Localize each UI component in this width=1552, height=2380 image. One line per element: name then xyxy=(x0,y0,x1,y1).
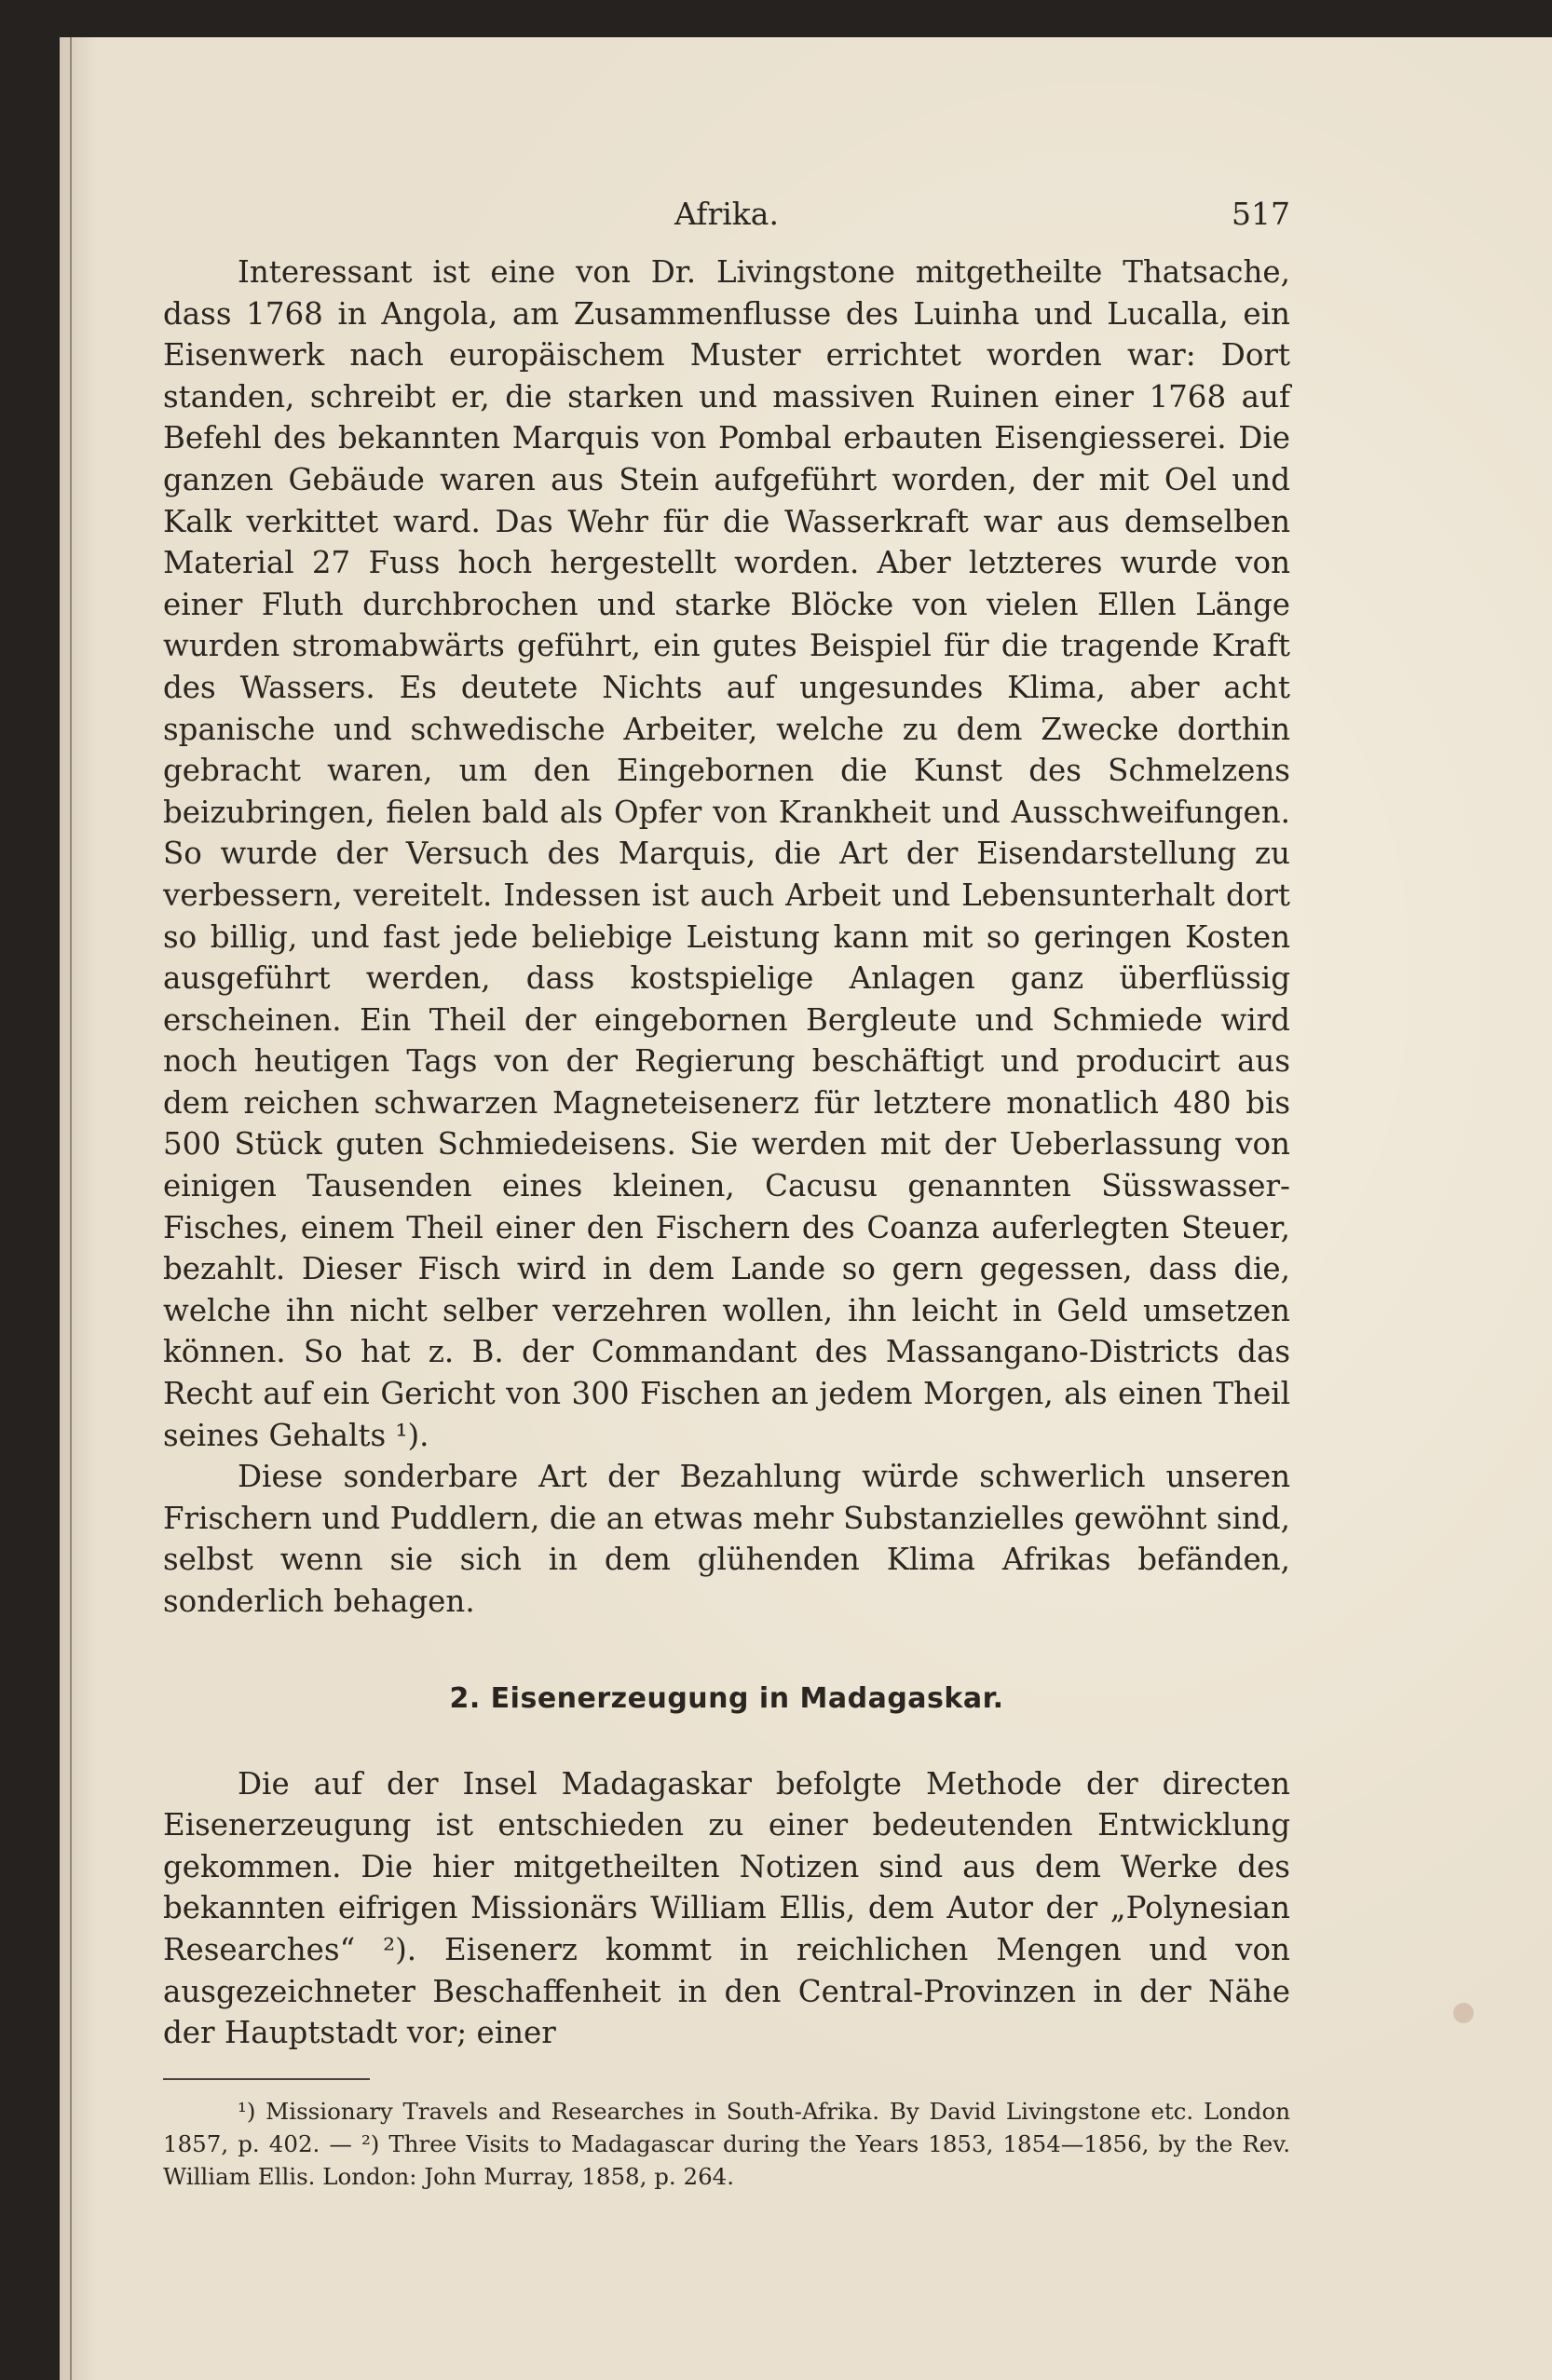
paper-stain xyxy=(1453,2003,1474,2023)
footnote-divider xyxy=(163,2078,370,2080)
page-content xyxy=(163,196,1290,2193)
page-number: 517 xyxy=(1232,196,1290,232)
section-heading: 2. Eisenerzeugung in Madagaskar. xyxy=(449,1681,1004,1715)
paragraph-madagaskar: Die auf der Insel Madagaskar befolgte Methode der directen Eisenerzeugung ist entschieden zu einer bedeutenden Entwicklung gekommen. Die hier mitgetheilten Notizen sind aus dem Werke des bekannten eifrigen Missionärs William Ellis, dem Autor der „Polynesian Researches“ ²). Eisenerz kommt in reichlichen Mengen und von ausgezeichneter Beschaffenheit in den Central-Provinzen in der Nähe der Hauptstadt vor; einer xyxy=(163,1765,1290,2051)
running-head-title: Afrika. xyxy=(674,196,779,232)
running-head xyxy=(163,196,1290,252)
footnotes: ¹) Missionary Travels and Researches in South-Afrika. By David Livingstone etc. London 1857, p. 402. — ²) Three Visits to Madagascar during the Years 1853, 1854—1856, by the Rev. William Ellis. London: John Murray, 1858, p. 264. xyxy=(163,2097,1290,2190)
paragraph-livingstone: Interessant ist eine von Dr. Livingstone mitgetheilte Thatsache, dass 1768 in Angola, am Zusammenflusse des Luinha und Lucalla, ein Eisenwerk nach europäischem Muster errichtet worden war: Dort standen, schreibt er, die starken und massiven Ruinen einer 1768 auf Befehl des bekannten Marquis von Pombal erbauten Eisengiesserei. Die ganzen Gebäude waren aus Stein aufgeführt worden, der mit Oel und Kalk verkittet ward. Das Wehr für die Wasserkraft war aus demselben Material 27 Fuss hoch hergestellt worden. Aber letzteres wurde von einer Fluth durchbrochen und starke Blöcke von vielen Ellen Länge wurden stromabwärts geführt, ein gutes Beispiel für die tragende Kraft des Wassers. Es deutete Nichts auf ungesundes Klima, aber acht spanische und schwedische Arbeiter, welche zu dem Zwecke dorthin gebracht waren, um den Eingebornen die Kunst des Schmelzens beizubringen, fielen bald als Opfer von Krankheit und Ausschweifungen. So wurde der Versuch des Marquis, die Art der Eisendarstellung zu verbessern, vereitelt. Indessen ist auch Arbeit und Lebensunterhalt dort so billig, und fast jede beliebige Leistung kann mit so geringen Kosten ausgeführt werden, dass kostspielige Anlagen ganz überflüssig erscheinen. Ein Theil der eingebornen Bergleute und Schmiede wird noch heutigen Tags von der Regierung beschäftigt und producirt aus dem reichen schwarzen Magneteisenerz für letztere monatlich 480 bis 500 Stück guten Schmiedeisens. Sie werden mit der Ueberlassung von einigen Tausenden eines kleinen, Cacusu genannten Süsswasser-Fisches, einem Theil einer den Fischern des Coanza auferlegten Steuer, bezahlt. Dieser Fisch wird in dem Lande so gern gegessen, dass die, welche ihn nicht selber verzehren wollen, ihn leicht in Geld umsetzen können. So hat z. B. der Commandant des Massangano-Districts das Recht auf ein Gericht von 300 Fischen an jedem Morgen, als einen Theil seines Gehalts ¹). xyxy=(163,254,1290,1453)
page-edge-shadow xyxy=(70,37,72,2380)
paragraph-bezahlung: Diese sonderbare Art der Bezahlung würde schwerlich unseren Frischern und Puddlern, die an etwas mehr Substanzielles gewöhnt sind, selbst wenn sie sich in dem glühenden Klima Afrikas befänden, sonderlich behagen. xyxy=(163,1459,1290,1619)
